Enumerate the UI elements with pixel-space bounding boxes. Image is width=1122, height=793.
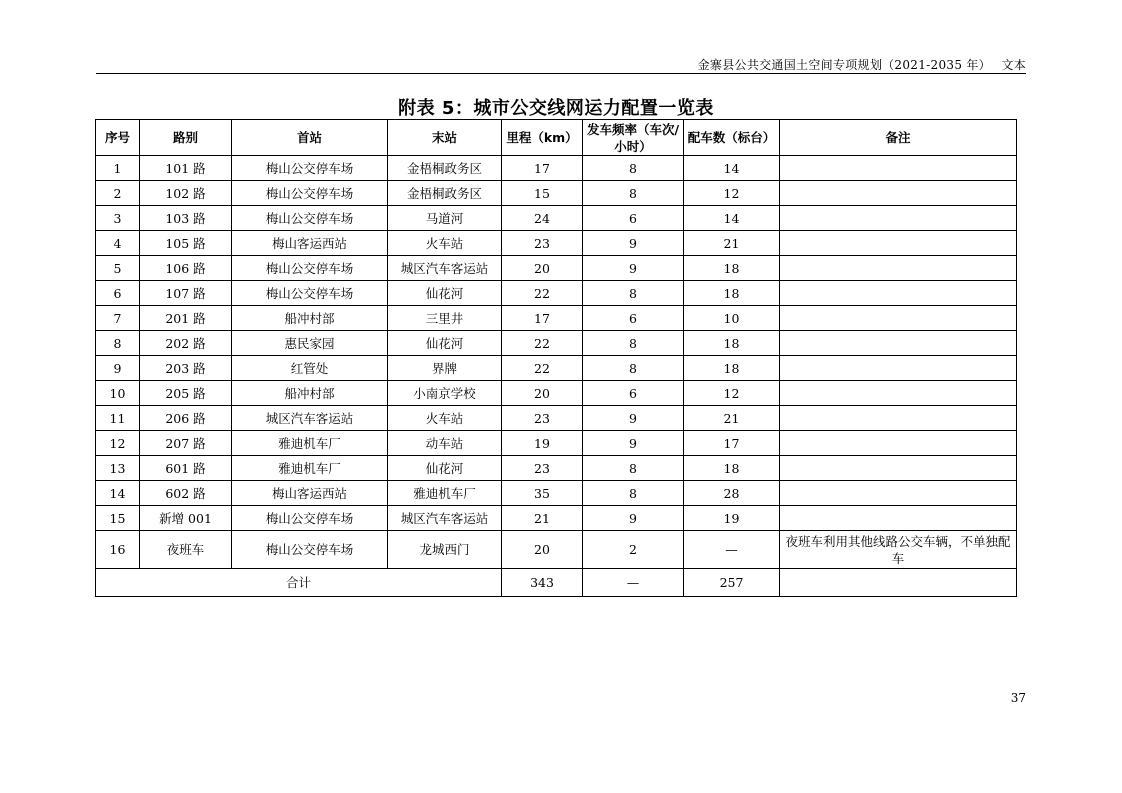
cell-vehicles: 28 [684, 481, 780, 506]
cell-end-station: 雅迪机车厂 [388, 481, 502, 506]
cell-vehicles: 17 [684, 431, 780, 456]
cell-start-station: 惠民家园 [232, 331, 388, 356]
cell-note [780, 406, 1017, 431]
cell-no: 14 [96, 481, 140, 506]
cell-no: 2 [96, 181, 140, 206]
cell-route: 602 路 [140, 481, 232, 506]
cell-end-station: 仙花河 [388, 456, 502, 481]
cell-frequency: 6 [583, 206, 684, 231]
cell-route: 新增 001 [140, 506, 232, 531]
table-row [96, 206, 1017, 231]
cell-route: 201 路 [140, 306, 232, 331]
cell-mileage: 21 [502, 506, 583, 531]
cell-note [780, 156, 1017, 181]
cell-route: 101 路 [140, 156, 232, 181]
cell-end-station: 火车站 [388, 406, 502, 431]
cell-note [780, 506, 1017, 531]
cell-mileage: 24 [502, 206, 583, 231]
cell-vehicles: 14 [684, 206, 780, 231]
column-header: 首站 [232, 120, 388, 156]
cell-no: 6 [96, 281, 140, 306]
cell-route: 601 路 [140, 456, 232, 481]
cell-start-station: 船冲村部 [232, 381, 388, 406]
cell-vehicles: 19 [684, 506, 780, 531]
cell-start-station: 雅迪机车厂 [232, 456, 388, 481]
cell-no: 7 [96, 306, 140, 331]
cell-no: 15 [96, 506, 140, 531]
cell-note [780, 431, 1017, 456]
table-row [96, 506, 1017, 531]
cell-route: 105 路 [140, 231, 232, 256]
cell-start-station: 梅山公交停车场 [232, 256, 388, 281]
table-row [96, 331, 1017, 356]
cell-end-station: 金梧桐政务区 [388, 181, 502, 206]
cell-end-station: 火车站 [388, 231, 502, 256]
column-header: 序号 [96, 120, 140, 156]
cell-no: 11 [96, 406, 140, 431]
cell-vehicles: 18 [684, 256, 780, 281]
cell-start-station: 梅山公交停车场 [232, 156, 388, 181]
document-header: 金寨县公共交通国土空间专项规划（2021-2035 年） 文本 [697, 58, 1026, 72]
cell-mileage: 17 [502, 306, 583, 331]
cell-end-station: 仙花河 [388, 281, 502, 306]
cell-vehicles: 21 [684, 231, 780, 256]
cell-vehicles: 12 [684, 181, 780, 206]
cell-start-station: 红管处 [232, 356, 388, 381]
cell-note: 夜班车利用其他线路公交车辆，不单独配车 [780, 531, 1017, 569]
table-row [96, 531, 1017, 569]
cell-vehicles: 18 [684, 331, 780, 356]
cell-route: 202 路 [140, 331, 232, 356]
cell-vehicles: 12 [684, 381, 780, 406]
total-label: 合计 [96, 569, 502, 597]
header-divider [96, 73, 1026, 74]
cell-end-station: 金梧桐政务区 [388, 156, 502, 181]
cell-no: 10 [96, 381, 140, 406]
column-header: 末站 [388, 120, 502, 156]
cell-start-station: 雅迪机车厂 [232, 431, 388, 456]
cell-frequency: 8 [583, 456, 684, 481]
total-freq: — [583, 569, 684, 597]
cell-mileage: 22 [502, 331, 583, 356]
cell-no: 5 [96, 256, 140, 281]
cell-no: 12 [96, 431, 140, 456]
table-title: 附表 5：城市公交线网运力配置一览表 [398, 98, 714, 119]
cell-no: 9 [96, 356, 140, 381]
table-row [96, 231, 1017, 256]
cell-frequency: 8 [583, 331, 684, 356]
header-row [96, 120, 1017, 156]
table-row [96, 381, 1017, 406]
cell-mileage: 35 [502, 481, 583, 506]
cell-start-station: 船冲村部 [232, 306, 388, 331]
cell-frequency: 8 [583, 481, 684, 506]
cell-note [780, 231, 1017, 256]
cell-no: 16 [96, 531, 140, 569]
table-row [96, 431, 1017, 456]
cell-route: 203 路 [140, 356, 232, 381]
route-capacity-table [95, 119, 1017, 597]
table-row [96, 356, 1017, 381]
cell-no: 8 [96, 331, 140, 356]
cell-no: 3 [96, 206, 140, 231]
cell-start-station: 梅山公交停车场 [232, 181, 388, 206]
cell-mileage: 23 [502, 231, 583, 256]
cell-frequency: 8 [583, 181, 684, 206]
cell-mileage: 20 [502, 381, 583, 406]
cell-vehicles: 18 [684, 281, 780, 306]
cell-note [780, 206, 1017, 231]
cell-vehicles: 18 [684, 456, 780, 481]
cell-route: 206 路 [140, 406, 232, 431]
cell-note [780, 356, 1017, 381]
cell-vehicles: 14 [684, 156, 780, 181]
cell-note [780, 256, 1017, 281]
cell-frequency: 9 [583, 256, 684, 281]
cell-mileage: 23 [502, 406, 583, 431]
column-header: 发车频率（车次/小时） [583, 120, 684, 156]
table-row [96, 281, 1017, 306]
cell-note [780, 306, 1017, 331]
cell-frequency: 9 [583, 231, 684, 256]
cell-no: 13 [96, 456, 140, 481]
cell-mileage: 15 [502, 181, 583, 206]
cell-end-station: 仙花河 [388, 331, 502, 356]
cell-vehicles: 18 [684, 356, 780, 381]
cell-end-station: 界牌 [388, 356, 502, 381]
cell-mileage: 19 [502, 431, 583, 456]
page-number: 37 [1010, 691, 1026, 705]
cell-route: 207 路 [140, 431, 232, 456]
cell-vehicles: — [684, 531, 780, 569]
cell-mileage: 20 [502, 531, 583, 569]
cell-frequency: 9 [583, 431, 684, 456]
cell-frequency: 8 [583, 156, 684, 181]
cell-vehicles: 21 [684, 406, 780, 431]
cell-route: 103 路 [140, 206, 232, 231]
cell-vehicles: 10 [684, 306, 780, 331]
cell-end-station: 城区汽车客运站 [388, 506, 502, 531]
cell-no: 1 [96, 156, 140, 181]
table-row [96, 456, 1017, 481]
cell-frequency: 2 [583, 531, 684, 569]
cell-note [780, 331, 1017, 356]
table-row [96, 306, 1017, 331]
cell-route: 夜班车 [140, 531, 232, 569]
cell-frequency: 6 [583, 306, 684, 331]
column-header: 配车数（标台） [684, 120, 780, 156]
cell-start-station: 城区汽车客运站 [232, 406, 388, 431]
total-km: 343 [502, 569, 583, 597]
cell-mileage: 22 [502, 281, 583, 306]
column-header: 里程（km） [502, 120, 583, 156]
cell-frequency: 6 [583, 381, 684, 406]
cell-end-station: 小南京学校 [388, 381, 502, 406]
cell-end-station: 三里井 [388, 306, 502, 331]
table-row [96, 256, 1017, 281]
cell-start-station: 梅山客运西站 [232, 481, 388, 506]
table-row [96, 181, 1017, 206]
cell-note [780, 481, 1017, 506]
table-row [96, 481, 1017, 506]
cell-route: 107 路 [140, 281, 232, 306]
cell-route: 102 路 [140, 181, 232, 206]
cell-end-station: 动车站 [388, 431, 502, 456]
cell-end-station: 马道河 [388, 206, 502, 231]
cell-note [780, 381, 1017, 406]
cell-route: 106 路 [140, 256, 232, 281]
cell-note [780, 181, 1017, 206]
cell-frequency: 9 [583, 406, 684, 431]
cell-start-station: 梅山公交停车场 [232, 531, 388, 569]
cell-start-station: 梅山客运西站 [232, 231, 388, 256]
total-vehicles: 257 [684, 569, 780, 597]
cell-end-station: 龙城西门 [388, 531, 502, 569]
table-body [96, 156, 1017, 569]
cell-frequency: 8 [583, 356, 684, 381]
table-row [96, 406, 1017, 431]
cell-mileage: 17 [502, 156, 583, 181]
cell-mileage: 23 [502, 456, 583, 481]
table-row [96, 156, 1017, 181]
cell-route: 205 路 [140, 381, 232, 406]
cell-frequency: 8 [583, 281, 684, 306]
total-row [96, 569, 1017, 597]
cell-start-station: 梅山公交停车场 [232, 281, 388, 306]
cell-no: 4 [96, 231, 140, 256]
cell-end-station: 城区汽车客运站 [388, 256, 502, 281]
cell-start-station: 梅山公交停车场 [232, 206, 388, 231]
cell-mileage: 22 [502, 356, 583, 381]
column-header: 路别 [140, 120, 232, 156]
cell-note [780, 456, 1017, 481]
cell-mileage: 20 [502, 256, 583, 281]
cell-frequency: 9 [583, 506, 684, 531]
cell-start-station: 梅山公交停车场 [232, 506, 388, 531]
cell-note [780, 281, 1017, 306]
total-note [780, 569, 1017, 597]
column-header: 备注 [780, 120, 1017, 156]
